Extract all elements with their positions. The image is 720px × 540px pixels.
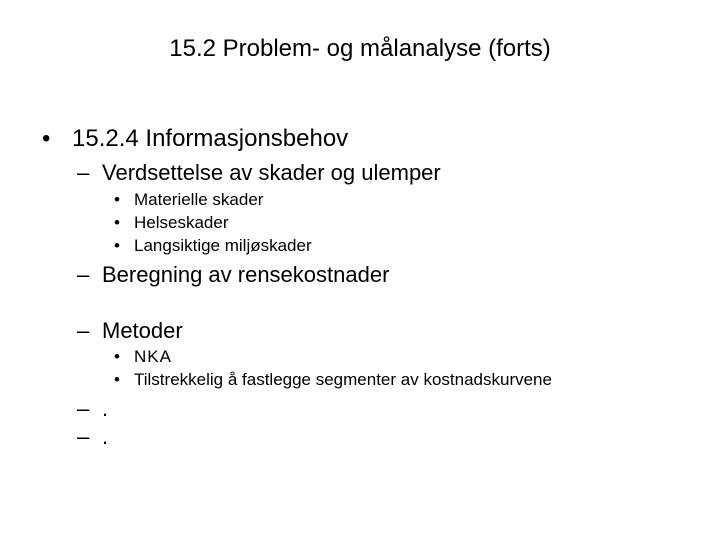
bullet-marker: • — [42, 125, 51, 152]
item-placeholder: . — [102, 424, 109, 449]
item-cost: Beregning av rensekostnader — [102, 262, 390, 287]
sub-item-text: Langsiktige miljøskader — [134, 236, 312, 255]
dash-marker: – — [77, 424, 90, 449]
item-placeholder: . — [102, 396, 109, 421]
item-valuation: Verdsettelse av skader og ulemper — [102, 160, 441, 185]
bullet-marker: • — [114, 347, 120, 366]
sub-item-text: Helseskader — [134, 213, 229, 232]
dash-marker: – — [77, 160, 90, 185]
bullet-marker: • — [114, 236, 120, 255]
section-heading: 15.2.4 Informasjonsbehov — [72, 125, 349, 152]
bullet-marker: • — [114, 213, 120, 232]
sub-item-text: NKA — [134, 347, 172, 366]
dash-marker: – — [77, 396, 90, 421]
item-methods: Metoder — [102, 318, 183, 343]
bullet-marker: • — [114, 190, 120, 209]
sub-item-text: Materielle skader — [134, 190, 264, 209]
slide-title: 15.2 Problem- og målanalyse (forts) — [169, 35, 551, 62]
bullet-marker: • — [114, 370, 120, 389]
dash-marker: – — [77, 262, 90, 287]
sub-item-text: Tilstrekkelig å fastlegge segmenter av kostnadskurvene — [134, 370, 552, 389]
dash-marker: – — [77, 318, 90, 343]
